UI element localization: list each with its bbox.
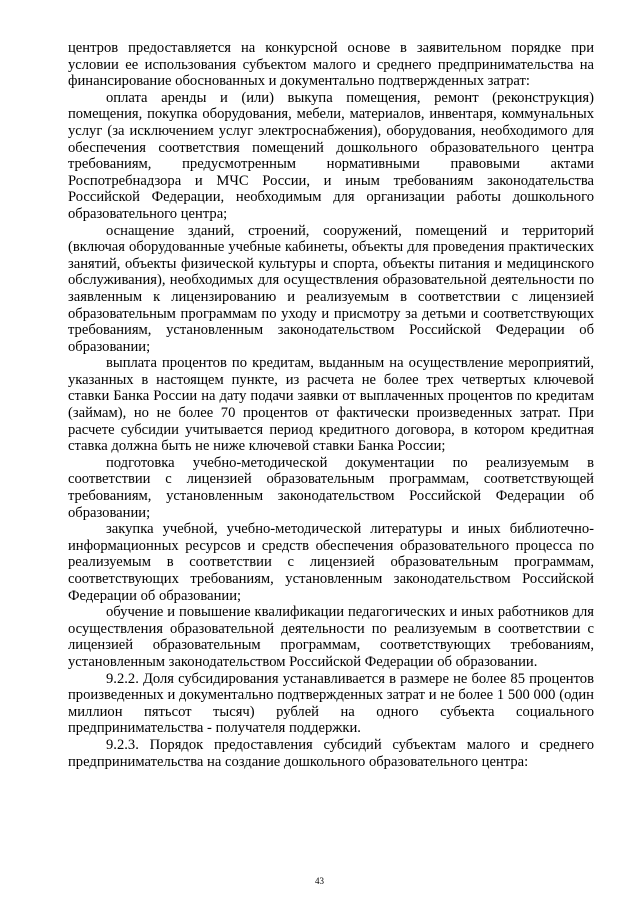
paragraph-equipping-buildings: оснащение зданий, строений, сооружений, помещений и территорий (включая оборудованные учебные кабинеты, объекты для проведения практических занятий, объекты физической культуры и спорта, объекты питания и медицинского обслуживания), необходимых для осуществления образовательной деятельности по заявленным к лицензированию и реализуемым в соответствии с лицензией образовательным программам по уходу и присмотру за детьми и соответствующих требованиям, установленным законодательством Российской Федерации об образовании; — [68, 222, 594, 355]
paragraph-literature-purchase: закупка учебной, учебно-методической литературы и иных библиотечно-информационных ресурсов и средств обеспечения образовательного процесса по реализуемым в соответствии с лицензией образовательным программам, соответствующих требованиям, установленным законодательством Российской Федерации об образовании; — [68, 521, 594, 604]
paragraph-9-2-2: 9.2.2. Доля субсидирования устанавливается в размере не более 85 процентов произведенных и документально подтвержденных затрат и не более 1 500 000 (один миллион пятьсот тысяч) рублей на одного субъекта социального предпринимательства - получателя поддержки. — [68, 670, 594, 737]
page-number: 43 — [315, 876, 324, 886]
paragraph-continuation: центров предоставляется на конкурсной основе в заявительном порядке при условии ее использования субъектом малого и среднего предпринимательства на финансирование обоснованных и документально подтвержденных затрат: — [68, 40, 594, 90]
paragraph-rent-and-repair: оплата аренды и (или) выкупа помещения, ремонт (реконструкция) помещения, покупка оборудования, мебели, материалов, инвентаря, коммунальных услуг (за исключением услуг электроснабжения), оборудования, необходимого для обеспечения соответствия помещений дошкольного образовательного центра требованиям, предусмотренным нормативными правовыми актами Роспотребнадзора и МЧС России, и иным требованиям законодательства Российской Федерации, необходимым для организации работы дошкольного образовательного центра; — [68, 89, 594, 222]
paragraph-staff-training: обучение и повышение квалификации педагогических и иных работников для осуществления образовательной деятельности по реализуемым в соответствии с лицензией образовательным программам, соответствующих требованиям, установленным законодательством Российской Федерации об образовании. — [68, 604, 594, 670]
paragraph-loan-interest: выплата процентов по кредитам, выданным на осуществление мероприятий, указанных в настоящем пункте, из расчета не более трех четвертых ключевой ставки Банка России на дату подачи заявки от выплаченных процентов по кредитам (займам), но не более 70 процентов от фактически произведенных затрат. При расчете субсидии учитывается период кредитного договора, в котором кредитная ставка должна быть не ниже ключевой ставки Банка России; — [68, 355, 594, 455]
paragraph-methodical-documentation: подготовка учебно-методической документации по реализуемым в соответствии с лицензией образовательным программам, соответствующей требованиям, установленным законодательством Российской Федерации об образовании; — [68, 454, 594, 521]
document-page — [68, 40, 594, 770]
paragraph-9-2-3: 9.2.3. Порядок предоставления субсидий субъектам малого и среднего предпринимательства на создание дошкольного образовательного центра: — [68, 736, 594, 770]
